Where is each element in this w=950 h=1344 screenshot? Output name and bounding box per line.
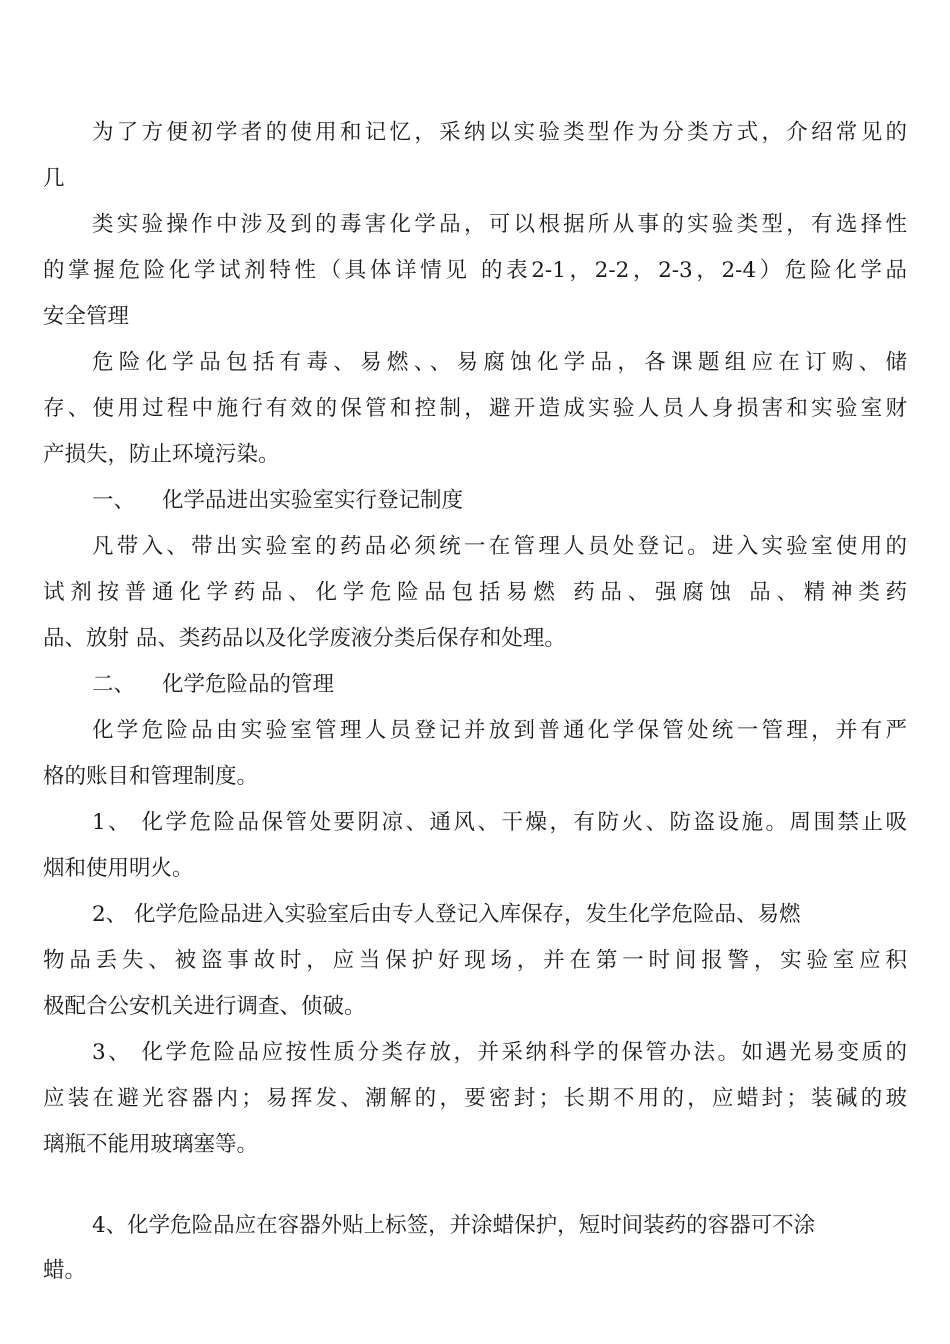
heading-text: 化学品进出实验室实行登记制度 [162, 488, 464, 513]
list-item-line: 2、 化学危险品进入实验室后由专人登记入库保存，发生化学危险品、易燃 [92, 902, 801, 927]
paragraph-line: 凡带入、带出实验室的药品必须统一在管理人员处登记。进入实验室使用的 [92, 534, 907, 559]
heading-2 [92, 670, 907, 700]
list-item-line: 应装在避光容器内；易挥发、潮解的，要密封；长期不用的，应蜡封；装碱的玻 [43, 1086, 907, 1111]
paragraph-line: 产损失，防止环境污染。 [43, 442, 280, 467]
list-item-line: 极配合公安机关进行调查、侦破。 [43, 994, 366, 1019]
paragraph-line: 危险化学品包括有毒、易燃、、易腐蚀化学品，各课题组应在订购、储 [92, 350, 907, 375]
paragraph-line: 为了方便初学者的使用和记忆，采纳以实验类型作为分类方式，介绍常见的 [92, 120, 907, 145]
list-item-line: 物品丢失、被盗事故时，应当保护好现场，并在第一时间报警，实验室应积 [43, 948, 907, 973]
list-item-line: 3、 化学危险品应按性质分类存放，并采纳科学的保管办法。如遇光易变质的 [92, 1040, 907, 1065]
paragraph-line: 品、放射 品、类药品以及化学废液分类后保存和处理。 [43, 626, 566, 651]
heading-number: 一、 [92, 488, 136, 513]
list-item-line: 4、化学危险品应在容器外贴上标签，并涂蜡保护，短时间装药的容器可不涂 [92, 1213, 816, 1238]
section-title: 安全管理 [43, 304, 130, 329]
heading-text: 化学危险品的管理 [162, 672, 335, 697]
list-item-line: 蜡。 [43, 1258, 87, 1283]
paragraph-line: 存、使用过程中施行有效的保管和控制，避开造成实验人员人身损害和实验室财 [43, 396, 907, 421]
paragraph-line: 的掌握危险化学试剂特性（具体详情见 的表2-1，2-2，2-3，2-4）危险化学品 [43, 258, 907, 283]
paragraph-line: 试剂按普通化学药品、化学危险品包括易燃 药品、强腐蚀 品、精神类药 [43, 580, 907, 605]
paragraph-line: 格的账目和管理制度。 [43, 764, 259, 789]
list-item-line: 烟和使用明火。 [43, 856, 194, 881]
paragraph-line: 化学危险品由实验室管理人员登记并放到普通化学保管处统一管理，并有严 [92, 718, 907, 743]
paragraph-line: 几 [43, 166, 65, 191]
paragraph-line: 类实验操作中涉及到的毒害化学品，可以根据所从事的实验类型，有选择性 [92, 212, 907, 237]
heading-number: 二、 [92, 672, 136, 697]
list-item-line: 璃瓶不能用玻璃塞等。 [43, 1132, 259, 1157]
list-item-line: 1、 化学危险品保管处要阴凉、通风、干燥，有防火、防盗设施。周围禁止吸 [92, 810, 907, 835]
heading-1 [92, 486, 907, 516]
